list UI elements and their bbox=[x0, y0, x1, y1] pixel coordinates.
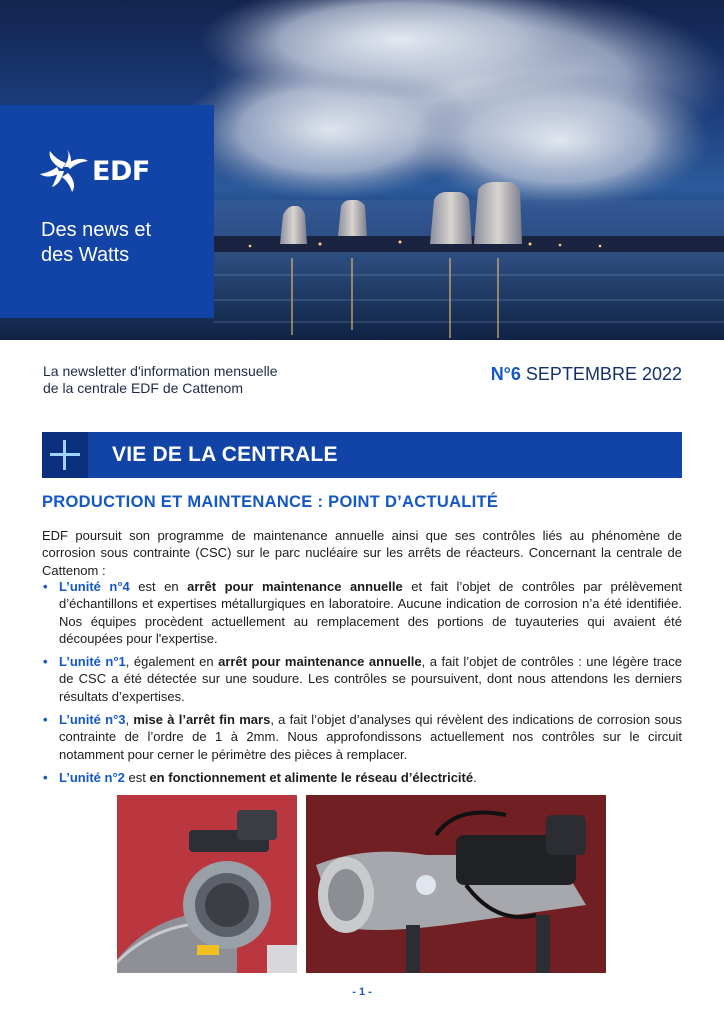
list-text: est bbox=[124, 769, 150, 785]
article-title: PRODUCTION ET MAINTENANCE : POINT D’ACTUALITÉ bbox=[42, 493, 499, 511]
edf-swirl-icon bbox=[40, 149, 90, 193]
subtitle-line1: La newsletter d'information mensuelle bbox=[43, 363, 278, 379]
list-emphasis: arrêt pour maintenance annuelle bbox=[187, 579, 403, 594]
list-emphasis: arrêt pour maintenance annuelle bbox=[218, 654, 422, 670]
plus-icon bbox=[42, 432, 88, 478]
logo-text: EDF bbox=[92, 155, 150, 187]
list-text: . bbox=[473, 769, 477, 785]
subtitle-line2: de la centrale EDF de Cattenom bbox=[43, 380, 243, 396]
article-intro: EDF poursuit son programme de maintenance annuelle ainsi que ses contrôles liés au phénomène de corrosion sous contrainte (CSC) sur le parc nucléaire sur les arrêts de réacteurs. Concernant la centrale de Cattenom : bbox=[42, 528, 682, 578]
issue-number: N°6 bbox=[490, 364, 521, 384]
list-text: et fait l’objet de contrôles par prélèvement d’échantillons et expertises métallurgiques en laboratoire. Aucune indication de corrosion n’a été identifiée. Nos équipes procèdent actuellement au remplacement des portions de tuyauteries qui avaient été découpées pour l'expertise. bbox=[59, 579, 683, 646]
list-text: , a fait l’objet d’analyses qui révèlent des indications de corrosion sous contrainte de l’ordre de 1 à 2mm. Nous approfondissons actuellement nos contrôles sur le circuit notamment pour cerner le périmètre des pièces à remplacer. bbox=[59, 712, 682, 762]
section-title: VIE DE LA CENTRALE bbox=[112, 443, 338, 466]
brand-box bbox=[0, 105, 214, 318]
list-item bbox=[42, 769, 682, 786]
unit-status-list bbox=[42, 578, 682, 792]
issue-label bbox=[491, 364, 682, 385]
bullet-icon: • bbox=[43, 654, 48, 670]
issue-date: SEPTEMBRE 2022 bbox=[525, 364, 682, 384]
list-item bbox=[42, 711, 682, 763]
bullet-icon: • bbox=[43, 769, 48, 785]
hero-image bbox=[0, 0, 724, 340]
welding-machine-illustration bbox=[306, 795, 606, 973]
list-text: est en bbox=[129, 579, 188, 594]
unit-label: L’unité n°1 bbox=[59, 654, 126, 670]
list-emphasis: mise à l’arrêt fin mars bbox=[133, 712, 271, 728]
newsletter-subtitle bbox=[43, 363, 343, 397]
edf-logo bbox=[40, 149, 150, 193]
tagline-line1: Des news et bbox=[41, 219, 152, 241]
list-item bbox=[42, 578, 682, 647]
list-emphasis: en fonctionnement et alimente le réseau d’électricité bbox=[149, 769, 474, 785]
tagline bbox=[41, 218, 206, 268]
pipe-cutting-illustration bbox=[117, 795, 297, 973]
section-banner bbox=[42, 432, 682, 478]
bullet-icon: • bbox=[43, 712, 48, 728]
tagline-line2: des Watts bbox=[41, 244, 130, 266]
list-text: , bbox=[125, 712, 134, 728]
unit-label: L’unité n°4 bbox=[59, 579, 130, 594]
welding-machine-photo bbox=[306, 795, 606, 973]
pipe-cutting-photo bbox=[117, 795, 297, 973]
list-item bbox=[42, 653, 682, 705]
unit-label: L’unité n°3 bbox=[59, 712, 126, 728]
list-text: , a fait l’objet de contrôles : une légère trace de CSC a été détectée sur une soudure. Les contrôles se poursuivent, dont nous attendons les derniers résultats d’expertises. bbox=[59, 654, 682, 704]
list-text: , également en bbox=[125, 654, 219, 670]
page-number: - 1 - bbox=[352, 986, 372, 998]
bullet-icon: • bbox=[43, 579, 48, 594]
unit-label: L’unité n°2 bbox=[59, 769, 125, 785]
